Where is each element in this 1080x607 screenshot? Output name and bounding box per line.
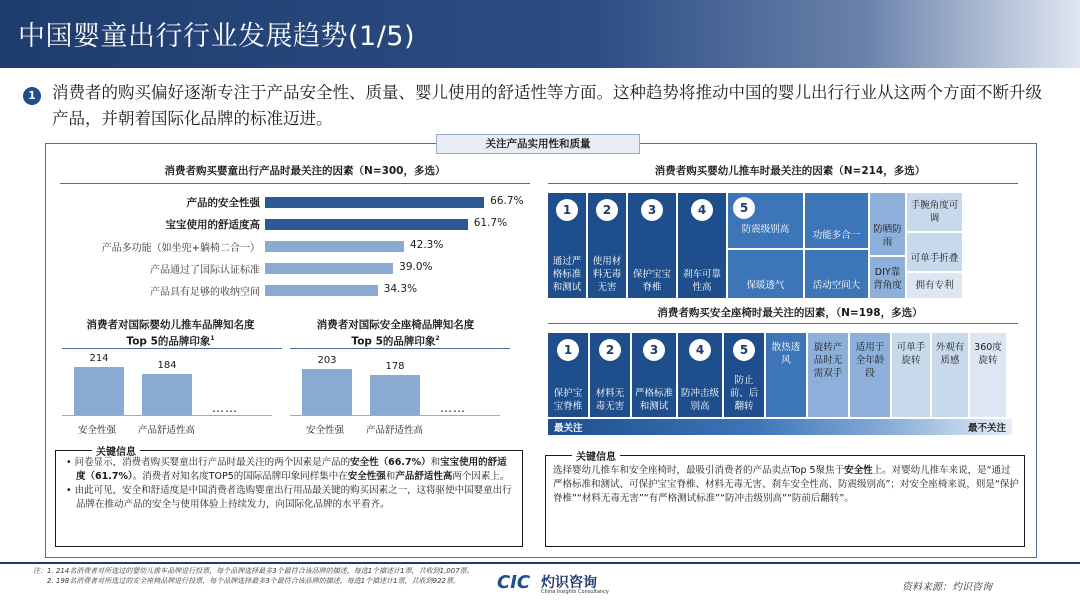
priority-scale-bar <box>548 419 1012 435</box>
stroller-brand-value: 214 <box>89 353 109 364</box>
stroller-brand-title <box>58 318 283 349</box>
key-info-left-body <box>64 456 516 512</box>
stroller-factor-cell <box>907 273 962 298</box>
stroller-factors-underline <box>548 183 1018 184</box>
stroller-factor-text: 保护宝宝脊椎 <box>632 269 671 293</box>
seat-brand-category: 安全性强 <box>306 425 345 436</box>
seat-brand-category: 产品舒适性高 <box>366 425 424 436</box>
rank-badge: 1 <box>557 339 579 361</box>
factor-bar <box>265 241 404 252</box>
factor-label: 产品具有足够的收纳空间 <box>150 287 260 298</box>
stroller-brand-value: 184 <box>157 359 177 371</box>
seat-factor-text: 防止前、后翻转 <box>729 375 759 412</box>
priority-least-label: 最不关注 <box>967 423 1006 434</box>
factor-bar-chart <box>45 195 545 310</box>
key-left-p1d: 宝宝使用的舒适度（61.7%） <box>76 457 507 482</box>
seat-factor-cell <box>632 333 676 417</box>
rank-badge: 4 <box>691 199 713 221</box>
stroller-factor-cell <box>728 193 803 248</box>
page-title: 中国婴童出行行业发展趋势(1/5) <box>18 21 416 52</box>
seat-brand-value: 178 <box>385 361 405 373</box>
item-number-badge: 1 <box>23 87 41 105</box>
seat-factor-text: 旋转产品时无需双手 <box>813 342 843 379</box>
factor-label: 产品的安全性强 <box>186 197 260 209</box>
seat-brand-footnote-ref: 2 <box>435 335 440 342</box>
seat-brand-title-line1: 消费者对国际安全座椅品牌知名度 <box>316 319 475 331</box>
section-tab-label: 关注产品实用性和质量 <box>436 134 640 154</box>
seat-factor-text: 适用于全年龄段 <box>855 342 885 379</box>
stroller-factor-cell <box>678 193 726 298</box>
stroller-brand-category: 产品舒适性高 <box>138 425 196 436</box>
stroller-factor-cell <box>728 250 803 298</box>
stroller-factor-cell <box>548 193 586 298</box>
factor-value: 42.3% <box>409 239 444 251</box>
key-right-pb: 安全性 <box>844 465 873 476</box>
key-left-p1g: 和 <box>385 471 396 482</box>
stroller-brand-axis <box>62 415 272 416</box>
key-info-left-title: 关键信息 <box>92 443 140 458</box>
stroller-factor-cell <box>628 193 676 298</box>
factor-value: 61.7% <box>473 217 508 229</box>
seat-factor-text: 保护宝宝脊椎 <box>553 388 583 412</box>
stroller-brand-ellipsis: …… <box>212 401 238 415</box>
seat-factor-cell <box>590 333 630 417</box>
stroller-factor-cell <box>870 257 905 298</box>
key-left-p1c: 和 <box>430 457 441 468</box>
rank-badge: 2 <box>596 199 618 221</box>
stroller-factor-text: 防震级别高 <box>741 224 790 235</box>
intro-text: 消费者的购买偏好逐渐专注于产品安全性、质量、婴儿使用的舒适性等方面。这种趋势将推动中国的婴儿出行行业从这两个方面不断升级产品，并朝着国际化品牌的标准迈进。 <box>52 83 1042 128</box>
stroller-brand-chart <box>62 350 282 435</box>
seat-brand-ellipsis: …… <box>440 401 466 415</box>
stroller-brand-underline <box>62 348 282 349</box>
stroller-factor-text: 拥有专利 <box>915 280 954 291</box>
seat-brand-bar <box>370 375 420 415</box>
seat-factor-text: 严格标准和测试 <box>634 388 673 412</box>
key-info-left-point-1: • 问卷显示，消费者购买婴童出行产品时最关注的两个因素是产品的安全性（66.7%）和宝宝使用的舒适度（61.7%）。消费者对知名度TOP5的国际品牌印象同样集中在安全性强和产品舒适性高两个因素上。 <box>66 457 510 482</box>
footnotes <box>33 566 503 586</box>
key-left-p1i: 两个因素上。 <box>452 471 510 482</box>
factor-label: 产品多功能（如坐兜+躺椅二合一） <box>101 243 260 254</box>
stroller-factor-text: 防晒防雨 <box>873 224 902 248</box>
stroller-brand-bar <box>74 367 124 415</box>
stroller-factor-cell <box>907 193 962 231</box>
stroller-factor-text: 活动空间大 <box>812 280 861 291</box>
seat-factor-text: 散热透风 <box>771 342 801 366</box>
seat-brand-chart <box>290 350 510 435</box>
stroller-factor-text: 可单手折叠 <box>910 253 959 264</box>
seat-brand-axis <box>290 415 500 416</box>
seat-factor-cell <box>932 333 968 417</box>
key-left-p1h: 产品舒适性高 <box>395 471 453 482</box>
seat-factor-text: 360度旋转 <box>974 342 1002 366</box>
key-info-right-title: 关键信息 <box>572 448 620 463</box>
seat-factor-cell <box>808 333 848 417</box>
seat-factor-cell <box>892 333 930 417</box>
seat-factors-underline <box>548 323 1018 324</box>
cic-logo <box>497 572 627 600</box>
stroller-factor-cell <box>805 250 868 298</box>
key-left-p1b: 安全性（66.7%） <box>350 457 431 468</box>
stroller-factor-text: 保暖透气 <box>746 280 785 291</box>
factor-bar <box>265 219 468 230</box>
key-left-p1f: 安全性强 <box>347 471 386 482</box>
footnote-2: 2. 198名消费者对所选过的安全座椅品牌进行投票，每个品牌选择最多3个最符合该品牌的描述，每选1个描述计1票，共收到922票。 <box>47 577 460 585</box>
seat-factors-grid <box>548 333 1018 435</box>
seat-factor-cell <box>678 333 722 417</box>
factor-bar <box>265 285 378 296</box>
cic-logo-mark: CIC <box>497 572 531 593</box>
seat-factors-title: 消费者购买安全座椅时最关注的因素，（N=198，多选） <box>657 307 923 319</box>
rank-badge: 5 <box>733 339 755 361</box>
stroller-brand-title-line1: 消费者对国际婴幼儿推车品牌知名度 <box>86 319 255 331</box>
seat-brand-title <box>288 318 503 349</box>
left-chart-title: 消费者购买婴童出行产品时最关注的因素（N=300，多选） <box>164 165 446 177</box>
rank-badge: 3 <box>643 339 665 361</box>
key-left-p1a: 问卷显示，消费者购买婴童出行产品时最关注的两个因素是产品的 <box>74 457 351 468</box>
stroller-factor-text: 使用材料无毒无害 <box>592 256 622 293</box>
stroller-factors-grid <box>548 193 1018 298</box>
key-left-p1e: 。消费者对知名度TOP5的国际品牌印象同样集中在 <box>132 471 348 482</box>
cic-logo-name: 灼识咨询 <box>541 575 597 591</box>
key-right-pa: 选择婴幼儿推车和安全座椅时，最吸引消费者的产品卖点Top 5聚焦于 <box>553 465 845 476</box>
rank-badge: 1 <box>556 199 578 221</box>
factor-label: 宝宝使用的舒适度高 <box>165 219 260 231</box>
factor-value: 34.3% <box>383 283 418 295</box>
seat-brand-value: 203 <box>317 355 337 367</box>
stroller-factor-text: 手腕角度可调 <box>910 200 959 224</box>
cic-logo-sub: China Insights Consultancy <box>541 589 609 595</box>
source-note: 资料来源：灼识咨询 <box>902 582 992 593</box>
key-info-right-body <box>553 464 1019 506</box>
stroller-factor-text: DIY靠背角度 <box>873 267 902 291</box>
left-chart-underline <box>60 183 530 184</box>
stroller-factor-cell <box>870 193 905 255</box>
key-info-left-point-2: • 由此可见，安全和舒适度是中国消费者选购婴童出行用品最关键的购买因素之一，这将驱使中国婴童出行品牌在推动产品的安全与使用体验上持续发力，向国际化品牌的水平看齐。 <box>66 485 512 510</box>
factor-bar <box>265 197 484 208</box>
stroller-factor-cell <box>907 233 962 271</box>
key-left-p2: 由此可见，安全和舒适度是中国消费者选购婴童出行用品最关键的购买因素之一，这将驱使中国婴童出行品牌在推动产品的安全与使用体验上持续发力，向国际化品牌的水平看齐。 <box>74 485 512 510</box>
stroller-brand-bar <box>142 374 192 415</box>
seat-factor-cell <box>850 333 890 417</box>
key-right-pc: 上。对婴幼儿推车来说，是“通过严格标准和测试、可保护宝宝脊椎、材料无毒无害、刹车安全性高、防震级别高”；对安全座椅来说，则是“保护脊椎”“材料无毒无害”“有严格测试标准”“防冲击级别高”“防前后翻转”。 <box>553 465 1019 504</box>
stroller-factor-text: 功能多合一 <box>812 230 861 241</box>
factor-value: 39.0% <box>399 261 433 273</box>
stroller-factor-text: 刹车可靠性高 <box>682 269 721 293</box>
factor-value: 66.7% <box>490 195 524 207</box>
stroller-factor-cell <box>805 193 868 248</box>
seat-factor-text: 防冲击级别高 <box>680 388 719 412</box>
seat-factor-cell <box>766 333 806 417</box>
seat-factor-text: 外观有质感 <box>935 342 965 366</box>
footer-rule <box>0 562 1080 564</box>
seat-factor-cell <box>724 333 764 417</box>
seat-factor-cell <box>548 333 588 417</box>
stroller-brand-title-line2: Top 5的品牌印象 <box>126 335 211 348</box>
seat-brand-bar <box>302 369 352 415</box>
factor-label: 产品通过了国际认证标准 <box>150 265 260 276</box>
seat-factor-cell <box>970 333 1006 417</box>
rank-badge: 5 <box>733 197 755 219</box>
rank-badge: 4 <box>689 339 711 361</box>
seat-brand-title-line2: Top 5的品牌印象 <box>351 335 436 348</box>
stroller-factor-text: 通过严格标准和测试 <box>552 256 582 293</box>
rank-badge: 2 <box>599 339 621 361</box>
factor-bar <box>265 263 393 274</box>
stroller-factors-title: 消费者购买婴幼儿推车时最关注的因素（N=214，多选） <box>654 165 926 177</box>
stroller-brand-category: 安全性强 <box>78 425 117 436</box>
rank-badge: 3 <box>641 199 663 221</box>
priority-most-label: 最关注 <box>554 423 583 434</box>
seat-factor-text: 材料无毒无害 <box>595 388 625 412</box>
footnote-1: 注：1. 214名消费者对所选过的婴幼儿推车品牌进行投票，每个品牌选择最多3个最符合该品牌的描述，每选1个描述计1票，共收到1,007票。 <box>33 567 474 575</box>
stroller-factor-cell <box>588 193 626 298</box>
seat-brand-underline <box>290 348 510 349</box>
seat-factor-text: 可单手旋转 <box>896 342 926 366</box>
stroller-brand-footnote-ref: 1 <box>210 335 215 342</box>
